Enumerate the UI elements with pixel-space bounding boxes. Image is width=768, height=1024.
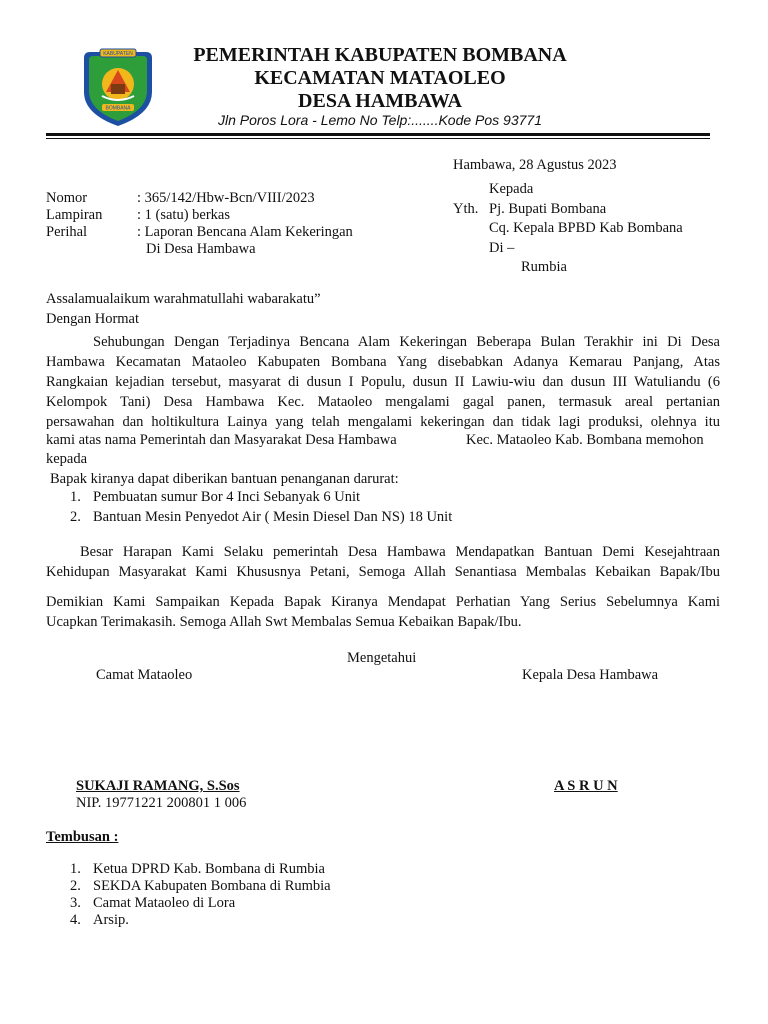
tembusan-number: 2.	[70, 878, 81, 894]
paragraph-line: kami atas nama Pemerintah dan Masyarakat Desa Hambawa	[46, 432, 397, 448]
perihal-label: Perihal	[46, 224, 88, 240]
nomor-value: : 365/142/Hbw-Bcn/VIII/2023	[137, 190, 315, 206]
signer-left-nip: NIP. 19771221 200801 1 006	[76, 795, 247, 811]
paragraph-line: Hambawa Kecamatan Mataoleo Kabupaten Bombana Yang disebabkan Adanya Kemarau Panjang, Atas	[46, 354, 720, 370]
tembusan-item: Arsip.	[93, 912, 129, 928]
perihal-value-cont: Di Desa Hambawa	[146, 241, 256, 257]
recipient-kepada: Kepada	[489, 181, 534, 197]
signer-left-title: Camat Mataoleo	[96, 667, 193, 683]
letterhead-village: DESA HAMBAWA	[298, 90, 462, 112]
signer-right-name: A S R U N	[554, 778, 618, 794]
letterhead-rule-thick	[46, 133, 710, 136]
paragraph-line: Sehubungan Dengan Terjadinya Bencana Alam Kekeringan Beberapa Bulan Terakhir ini Di Desa	[93, 334, 720, 350]
paragraph-line: Kec. Mataoleo Kab. Bombana memohon	[466, 432, 704, 448]
perihal-value: : Laporan Bencana Alam Kekeringan	[137, 224, 353, 240]
recipient-line3: Di –	[489, 240, 515, 256]
paragraph-line: persawahan dan holtikultura Lainya yang telah mengalami kekeringan dan tidak lagi produksi, olehnya itu	[46, 414, 720, 430]
body-paragraph-1	[46, 332, 720, 432]
request-number: 1.	[70, 489, 81, 505]
letterhead-rule-thin	[46, 138, 710, 139]
letter-date: Hambawa, 28 Agustus 2023	[453, 157, 617, 173]
tembusan-item: Camat Mataoleo di Lora	[93, 895, 236, 911]
tembusan-item: Ketua DPRD Kab. Bombana di Rumbia	[93, 861, 325, 877]
tembusan-number: 3.	[70, 895, 81, 911]
request-item: Bantuan Mesin Penyedot Air ( Mesin Diesel Dan NS) 18 Unit	[93, 509, 453, 525]
request-number: 2.	[70, 509, 81, 525]
paragraph-line: Rangkaian kejadian tersebut, masyarat di dusun I Populu, dusun II Lawiu-wiu dan dusun III Watuliandu (6	[46, 374, 720, 390]
tembusan-number: 4.	[70, 912, 81, 928]
paragraph-line: kepada	[46, 451, 88, 467]
recipient-line2: Cq. Kepala BPBD Kab Bombana	[489, 220, 683, 236]
letterhead-district: KECAMATAN MATAOLEO	[254, 67, 506, 89]
tembusan-number: 1.	[70, 861, 81, 877]
greeting-hormat: Dengan Hormat	[46, 311, 140, 327]
recipient-line1: Pj. Bupati Bombana	[489, 201, 607, 217]
mengetahui-label: Mengetahui	[347, 650, 417, 666]
signer-left-name: SUKAJI RAMANG, S.Sos	[76, 778, 240, 794]
paragraph-line: Ucapkan Terimakasih. Semoga Allah Swt Membalas Semua Kebaikan Bapak/Ibu.	[46, 614, 522, 630]
recipient-yth: Yth.	[453, 201, 479, 217]
letterhead-government: PEMERINTAH KABUPATEN BOMBANA	[193, 44, 567, 66]
bombana-regency-emblem	[78, 44, 158, 128]
greeting-salam: Assalamualaikum warahmatullahi wabarakatu”	[46, 291, 321, 307]
nomor-label: Nomor	[46, 190, 88, 206]
paragraph-line: Besar Harapan Kami Selaku pemerintah Desa Hambawa Mendapatkan Bantuan Demi Kesejahtraan	[80, 544, 720, 560]
paragraph-line: Kelompok Tani) Desa Hambawa Kec. Mataoleo mengalami gagal panen, termasuk areal pertanian	[46, 394, 720, 410]
logo-ribbon-text: BOMBANA	[105, 105, 131, 112]
paragraph-line: Demikian Kami Sampaikan Kepada Bapak Kiranya Mendapat Perhatian Yang Serius Sebelumnya Kami	[46, 594, 720, 610]
tembusan-item: SEKDA Kabupaten Bombana di Rumbia	[93, 878, 331, 894]
lampiran-label: Lampiran	[46, 207, 103, 223]
recipient-line4: Rumbia	[521, 259, 567, 275]
body-paragraph-2	[46, 542, 720, 582]
request-intro: Bapak kiranya dapat diberikan bantuan penanganan darurat:	[50, 471, 399, 487]
signer-right-title: Kepala Desa Hambawa	[522, 667, 659, 683]
tembusan-heading: Tembusan :	[46, 829, 119, 845]
letterhead-address: Jln Poros Lora - Lemo No Telp:.......Kode Pos 93771	[217, 112, 542, 128]
lampiran-value: : 1 (satu) berkas	[137, 207, 231, 223]
request-item: Pembuatan sumur Bor 4 Inci Sebanyak 6 Unit	[93, 489, 360, 505]
body-paragraph-3	[46, 592, 720, 632]
logo-banner-text: KABUPATEN	[103, 51, 133, 57]
paragraph-line: Kehidupan Masyarakat Kami Khususnya Petani, Semoga Allah Senantiasa Membalas Kebaikan Bapak/Ibu	[46, 564, 720, 580]
